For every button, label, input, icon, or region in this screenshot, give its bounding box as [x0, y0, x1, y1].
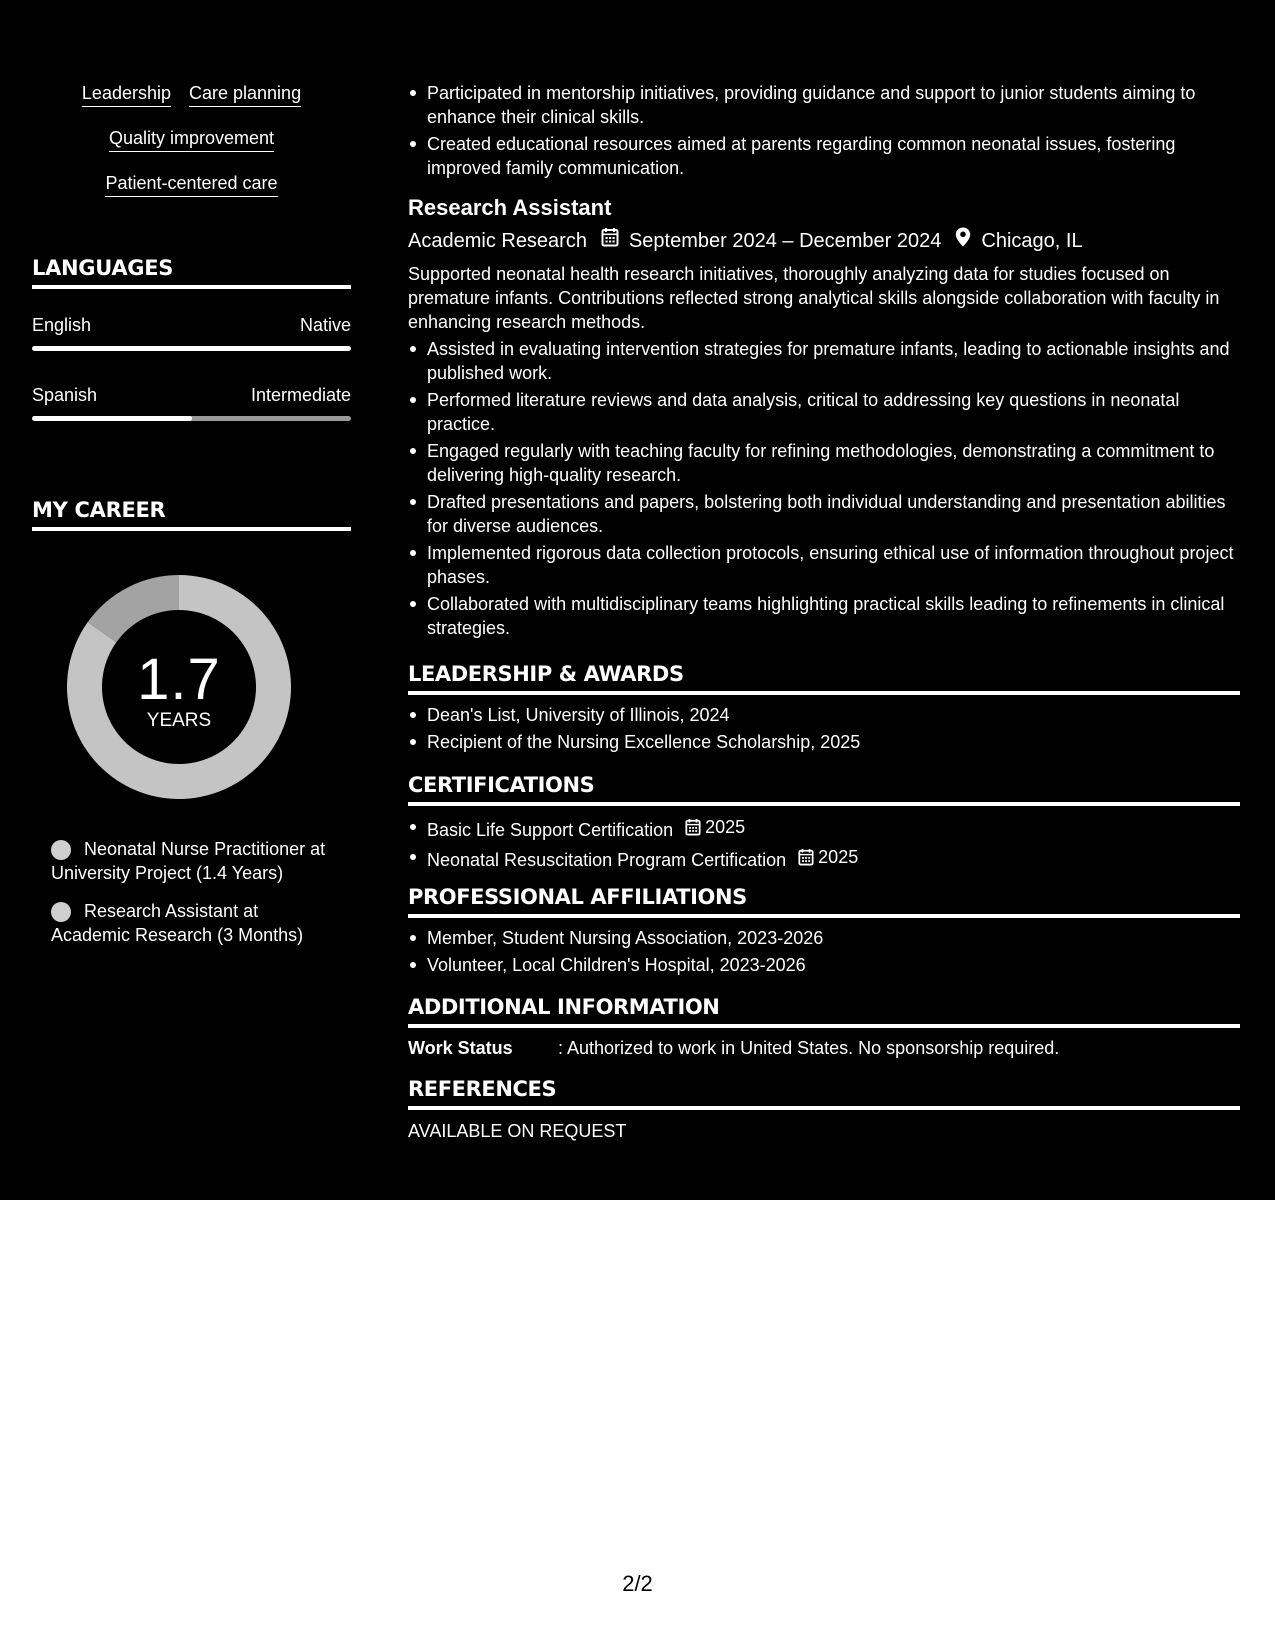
job-title: Research Assistant	[408, 195, 612, 220]
certification-name: Neonatal Resuscitation Program Certification	[427, 850, 787, 870]
job-meta	[408, 227, 1083, 254]
references-heading: REFERENCES	[408, 1077, 1240, 1110]
career-total-years: 1.7	[137, 647, 221, 712]
work-status	[408, 1036, 1059, 1060]
job-bullets	[408, 337, 1240, 643]
award-item: Recipient of the Nursing Excellence Scholarship, 2025	[408, 730, 1240, 754]
experience-bullets	[408, 81, 1240, 183]
work-status-label: Work Status	[408, 1038, 513, 1058]
job-dates: September 2024 – December 2024	[628, 229, 942, 252]
language-proficiency-bar	[32, 416, 351, 421]
skill-tag: Quality improvement	[109, 127, 274, 152]
certification-item	[408, 815, 1240, 842]
language-name: English	[32, 315, 92, 335]
affiliations-heading: PROFESSIONAL AFFILIATIONS	[408, 885, 1240, 918]
references-text: AVAILABLE ON REQUEST	[408, 1121, 627, 1141]
bullet-item: Performed literature reviews and data analysis, critical to addressing key questions in neonatal practice.	[408, 388, 1240, 436]
certification-year: 2025	[818, 847, 859, 867]
affiliation-item: Volunteer, Local Children's Hospital, 2023-2026	[408, 953, 1240, 977]
job-company: Academic Research	[408, 229, 587, 252]
job-summary: Supported neonatal health research initiatives, thoroughly analyzing data for studies focused on premature infants. Contributions reflected strong analytical skills alongside collaboration with faculty in enhancing research methods.	[408, 264, 1220, 332]
work-status-value: : Authorized to work in United States. No sponsorship required.	[558, 1038, 1060, 1058]
page-number: 2/2	[622, 1571, 653, 1596]
career-legend-item	[51, 899, 341, 947]
affiliations-list	[408, 926, 1240, 980]
certification-item	[408, 845, 1240, 872]
calendar-icon	[685, 818, 701, 836]
language-name: Spanish	[32, 385, 98, 405]
bullet-item: Implemented rigorous data collection protocols, ensuring ethical use of information throughout project phases.	[408, 541, 1240, 589]
calendar-icon	[798, 848, 814, 866]
language-item	[32, 314, 351, 351]
bullet-item: Assisted in evaluating intervention strategies for premature infants, leading to actionable insights and published work.	[408, 337, 1240, 385]
awards-list	[408, 703, 1240, 757]
language-item	[32, 384, 351, 421]
skills-list	[32, 82, 351, 217]
skill-tag: Care planning	[189, 82, 301, 107]
additional-info-heading: ADDITIONAL INFORMATION	[408, 995, 1240, 1028]
legend-dot	[51, 902, 71, 922]
language-level: Native	[299, 315, 351, 335]
bullet-item: Collaborated with multidisciplinary teams highlighting practical skills leading to refinements in clinical strategies.	[408, 592, 1240, 640]
bullet-item: Created educational resources aimed at parents regarding common neonatal issues, fostering improved family communication.	[408, 132, 1240, 180]
affiliation-item: Member, Student Nursing Association, 2023-2026	[408, 926, 1240, 950]
language-level: Intermediate	[250, 385, 351, 405]
career-legend-label: Research Assistant at Academic Research (3 Months)	[51, 901, 304, 945]
language-proficiency-fill	[32, 346, 351, 351]
language-proficiency-fill	[32, 416, 192, 421]
certification-name: Basic Life Support Certification	[427, 820, 674, 840]
awards-heading: LEADERSHIP & AWARDS	[408, 662, 1240, 695]
career-legend-item	[51, 837, 341, 885]
career-heading: MY CAREER	[32, 498, 351, 531]
bullet-item: Participated in mentorship initiatives, providing guidance and support to junior students aiming to enhance their clinical skills.	[408, 81, 1240, 129]
skill-tag: Leadership	[82, 82, 171, 107]
bullet-item: Drafted presentations and papers, bolstering both individual understanding and presentation abilities for diverse audiences.	[408, 490, 1240, 538]
map-pin-icon	[955, 227, 971, 254]
job-location: Chicago, IL	[981, 229, 1083, 252]
certification-year: 2025	[705, 817, 746, 837]
calendar-icon	[601, 227, 619, 254]
certifications-list	[408, 815, 1240, 875]
career-legend-label: Neonatal Nurse Practitioner at University Project (1.4 Years)	[51, 839, 326, 883]
skill-tag: Patient-centered care	[105, 172, 277, 197]
legend-dot	[51, 840, 71, 860]
certifications-heading: CERTIFICATIONS	[408, 773, 1240, 806]
award-item: Dean's List, University of Illinois, 2024	[408, 703, 1240, 727]
languages-heading: LANGUAGES	[32, 256, 351, 289]
career-total-unit: YEARS	[146, 710, 212, 731]
language-proficiency-bar	[32, 346, 351, 351]
bullet-item: Engaged regularly with teaching faculty for refining methodologies, demonstrating a commitment to delivering high-quality research.	[408, 439, 1240, 487]
